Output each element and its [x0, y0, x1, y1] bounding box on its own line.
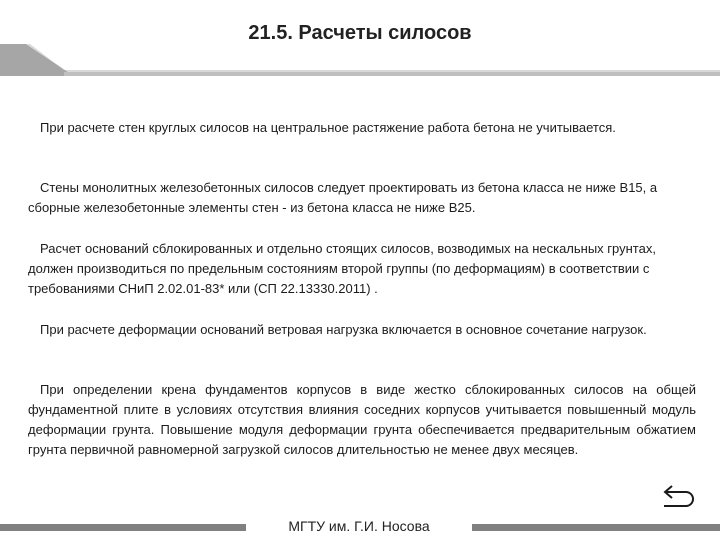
page-title: 21.5. Расчеты силосов — [248, 22, 472, 44]
paragraph-1-text: При расчете стен круглых силосов на центральное растяжение работа бетона не учитывается. — [40, 120, 616, 135]
paragraph-3-text: Расчет оснований сблокированных и отдельно стоящих силосов, возводимых на нескальных грунтах, должен производиться по предельным состояниям второй группы (по деформациям) в соответствии с требованиями СНиП 2.02.01-83* или (СП 22.13330.2011) . — [28, 241, 656, 296]
paragraph-5-text: При определении крена фундаментов корпусов в виде жестко сблокированных силосов на общей фундаментной плите в условиях отсутствия влияния соседних корпусов учитывается повышенный модуль деформации грунта. Повышение модуля деформации грунта обеспечивается предварительным обжатием грунта первичной равномерной загрузкой силосов длительностью не менее двух месяцев. — [28, 382, 696, 457]
paragraph-4-text: При расчете деформации оснований ветровая нагрузка включается в основное сочетание нагрузок. — [40, 322, 647, 337]
paragraph-2-text: Стены монолитных железобетонных силосов следует проектировать из бетона класса не ниже B15, а сборные железобетонные элементы стен - из бетона класса не ниже B25. — [28, 180, 658, 215]
footer-line-right — [472, 524, 720, 531]
return-arrow-icon[interactable] — [660, 480, 696, 510]
header-band-line — [64, 72, 720, 76]
paragraph-2 — [28, 178, 696, 218]
paragraph-1 — [28, 118, 696, 138]
footer-text: МГТУ им. Г.И. Носова — [288, 518, 430, 534]
paragraph-3 — [28, 239, 696, 299]
footer-line-left — [0, 524, 246, 531]
paragraph-4 — [28, 320, 696, 340]
paragraph-5 — [28, 380, 696, 460]
header-band-light — [26, 44, 720, 76]
header-band-dark — [0, 44, 74, 76]
